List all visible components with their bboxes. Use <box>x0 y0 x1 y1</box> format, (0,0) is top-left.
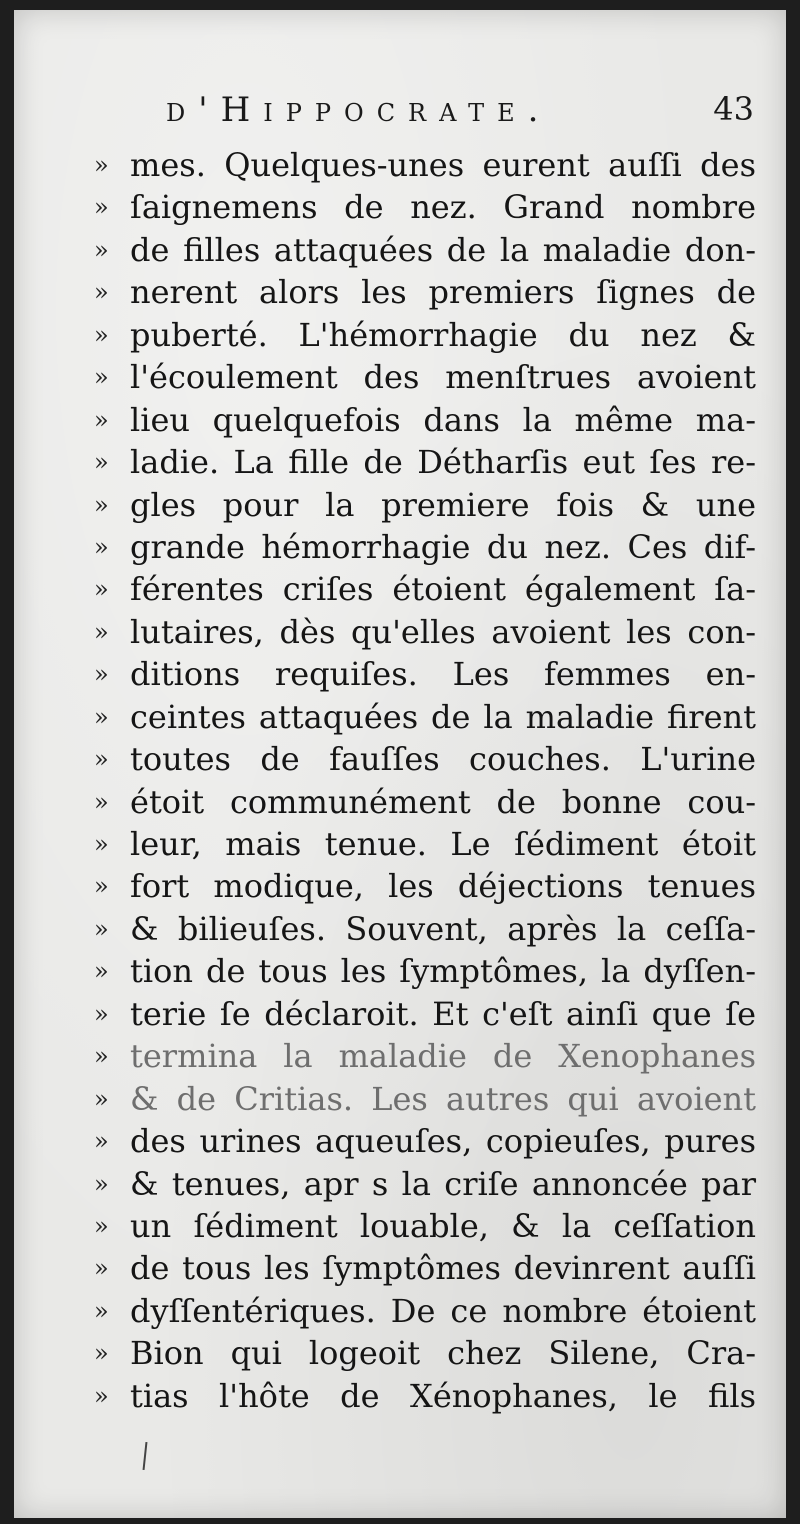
quote-mark: » <box>94 235 109 264</box>
line-text: ladie. La fille de Détharſis eut ſes re- <box>130 443 756 482</box>
line-text: terie ſe déclaroit. Et c'eſt ainſi que ſe <box>130 994 756 1033</box>
text-line <box>94 950 754 992</box>
text-line <box>94 1375 754 1417</box>
text-line <box>94 144 754 186</box>
line-text: dyſſentériques. De ce nombre étoient <box>130 1291 756 1330</box>
quote-mark: » <box>94 320 109 349</box>
quote-mark: » <box>94 617 109 646</box>
quote-mark: » <box>94 830 109 858</box>
quote-mark: » <box>94 745 109 774</box>
text-line <box>94 229 754 271</box>
text-line <box>94 781 754 823</box>
quote-mark: » <box>94 702 109 731</box>
ink-mark <box>143 1442 148 1470</box>
text-line <box>94 738 754 780</box>
text-line <box>94 1205 754 1247</box>
quote-mark: » <box>94 1084 109 1113</box>
text-line <box>94 1078 754 1120</box>
line-text: lutaires, dès qu'elles avoient les con- <box>130 612 756 651</box>
text-line <box>94 1290 754 1332</box>
text-line <box>94 1247 754 1289</box>
line-text: toutes de fauſſes couches. L'urine <box>130 740 756 779</box>
page-text <box>94 144 754 1417</box>
text-line <box>94 484 754 526</box>
text-line <box>94 865 754 907</box>
line-text: & bilieuſes. Souvent, après la ceſſa- <box>130 909 756 948</box>
text-line <box>94 611 754 653</box>
line-text: lieu quelquefois dans la même ma- <box>130 400 756 439</box>
quote-mark: » <box>94 1127 109 1156</box>
quote-mark: » <box>94 1169 109 1198</box>
line-text: tion de tous les ſymptômes, la dyſſen- <box>130 952 756 991</box>
text-line <box>94 186 754 228</box>
quote-mark: » <box>94 872 109 901</box>
quote-mark: » <box>94 999 109 1028</box>
line-text: étoit communément de bonne cou- <box>130 782 756 821</box>
text-line <box>94 399 754 441</box>
line-text: férentes criſes étoient également ſa- <box>130 570 756 609</box>
text-line <box>94 696 754 738</box>
line-text: leur, mais tenue. Le ſédiment étoit <box>130 825 756 863</box>
quote-mark: » <box>94 151 109 179</box>
text-line <box>94 568 754 610</box>
line-text: & tenues, apr s la criſe annoncée par <box>130 1164 756 1203</box>
quote-mark: » <box>94 1381 109 1410</box>
quote-mark: » <box>94 1254 109 1283</box>
quote-mark: » <box>94 660 109 689</box>
quote-mark: » <box>94 448 109 477</box>
quote-mark: » <box>94 787 109 816</box>
line-text: & de Critias. Les autres qui avoient <box>130 1079 756 1118</box>
text-line <box>94 1120 754 1162</box>
line-text: gles pour la premiere fois & une <box>130 485 756 524</box>
quote-mark: » <box>94 1296 109 1325</box>
line-text: ceintes attaquées de la maladie firent <box>130 697 756 736</box>
quote-mark: » <box>94 405 109 434</box>
line-text: Bion qui logeoit chez Silene, Cra- <box>130 1334 756 1373</box>
text-line <box>94 441 754 483</box>
text-line <box>94 1163 754 1205</box>
line-text: termina la maladie de Xenophanes <box>130 1037 756 1076</box>
running-header <box>166 90 754 130</box>
text-line <box>94 993 754 1035</box>
line-text: des urines aqueuſes, copieuſes, pures <box>130 1122 756 1161</box>
quote-mark: » <box>94 914 109 943</box>
quote-mark: » <box>94 575 109 604</box>
page-number: 43 <box>713 90 754 128</box>
line-text: mes. Quelques-unes eurent auſſi des <box>130 146 756 184</box>
book-page <box>14 10 786 1518</box>
quote-mark: » <box>94 193 109 222</box>
quote-mark: » <box>94 363 109 392</box>
text-line <box>94 908 754 950</box>
text-line <box>94 526 754 568</box>
quote-mark: » <box>94 1211 109 1240</box>
line-text: un ſédiment louable, & la ceſſation <box>130 1206 756 1245</box>
line-text: tias l'hôte de Xénophanes, le fils <box>130 1376 756 1415</box>
quote-mark: » <box>94 957 109 986</box>
text-line <box>94 1035 754 1077</box>
text-line <box>94 314 754 356</box>
line-text: de tous les ſymptômes devinrent auſſi <box>130 1249 756 1288</box>
text-line <box>94 356 754 398</box>
line-text: nerent alors les premiers ſignes de <box>130 273 756 312</box>
line-text: puberté. L'hémorrhagie du nez & <box>130 315 756 354</box>
text-line <box>94 1332 754 1374</box>
line-text: ditions requiſes. Les femmes en- <box>130 655 756 694</box>
quote-mark: » <box>94 532 109 561</box>
text-line <box>94 823 754 865</box>
quote-mark: » <box>94 490 109 519</box>
text-line <box>94 271 754 313</box>
line-text: l'écoulement des menſtrues avoient <box>130 358 756 397</box>
running-title: d'Hippocrate. <box>166 90 552 130</box>
quote-mark: » <box>94 278 109 307</box>
quote-mark: » <box>94 1042 109 1071</box>
line-text: de filles attaquées de la maladie don- <box>130 230 756 269</box>
quote-mark: » <box>94 1339 109 1368</box>
line-text: fort modique, les déjections tenues <box>130 867 756 906</box>
line-text: grande hémorrhagie du nez. Ces dif- <box>130 527 756 566</box>
line-text: ſaignemens de nez. Grand nombre <box>130 188 756 227</box>
text-line <box>94 653 754 695</box>
